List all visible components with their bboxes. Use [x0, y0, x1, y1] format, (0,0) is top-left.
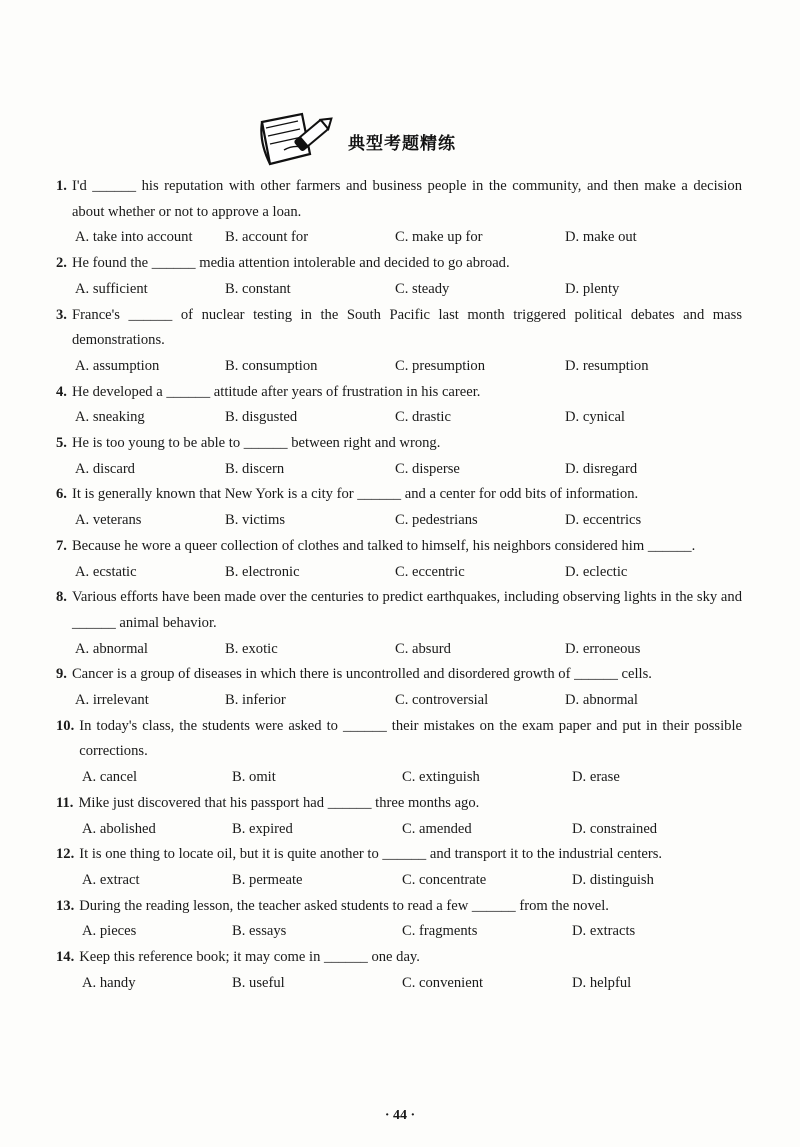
- exercise-pencil-icon: [258, 104, 338, 170]
- question-stem: During the reading lesson, the teacher asked students to read a few ______ from the novel.: [79, 897, 609, 914]
- question-number: 5.: [56, 435, 67, 452]
- option-b: B. constant: [225, 280, 291, 297]
- question-number: 12.: [56, 846, 75, 863]
- question-number: 13.: [56, 897, 75, 914]
- page-number: · 44 ·: [384, 1108, 416, 1123]
- option-d: D. extracts: [572, 923, 636, 940]
- option-d: D. plenty: [565, 280, 620, 297]
- option-d: D. resumption: [565, 357, 649, 374]
- option-d: D. eclectic: [565, 563, 628, 580]
- question-9: [56, 662, 742, 713]
- option-c: C. fragments: [402, 923, 478, 940]
- question-number: 7.: [56, 537, 67, 554]
- question-7: [56, 534, 742, 585]
- option-c: C. amended: [402, 820, 472, 837]
- option-a: A. cancel: [82, 769, 138, 786]
- option-c: C. eccentric: [395, 563, 465, 580]
- question-12: [56, 842, 742, 893]
- question-10: [56, 714, 742, 791]
- question-number: 9.: [56, 666, 67, 683]
- option-a: A. irrelevant: [75, 692, 149, 709]
- option-b: B. omit: [232, 769, 276, 786]
- question-number: 6.: [56, 486, 67, 503]
- option-c: C. disperse: [395, 460, 460, 477]
- question-number: 1.: [56, 178, 67, 194]
- question-stem: He found the ______ media attention intolerable and decided to go abroad.: [71, 255, 510, 272]
- question-3: [56, 303, 742, 380]
- question-stem: I'd ______ his reputation with other farmers and business people in the community, and then make a decision about whether or not to approve a loan.: [71, 178, 742, 220]
- option-d: D. abnormal: [565, 692, 638, 709]
- option-b: B. permeate: [232, 871, 303, 888]
- option-a: A. sneaking: [75, 409, 145, 426]
- question-number: 11.: [56, 794, 74, 811]
- option-c: C. concentrate: [402, 871, 487, 888]
- option-a: A. abolished: [82, 820, 156, 837]
- option-b: B. inferior: [225, 692, 286, 709]
- option-a: A. veterans: [75, 512, 142, 529]
- option-d: D. helpful: [572, 974, 632, 991]
- option-a: A. pieces: [82, 923, 137, 940]
- question-6: [56, 482, 742, 533]
- option-a: A. assumption: [75, 357, 160, 374]
- option-c: C. steady: [395, 280, 450, 297]
- option-c: C. controversial: [395, 692, 489, 709]
- option-c: C. presumption: [395, 357, 485, 374]
- option-a: A. handy: [82, 974, 136, 991]
- question-number: 2.: [56, 255, 67, 272]
- option-a: A. ecstatic: [75, 563, 137, 580]
- option-b: B. disgusted: [225, 409, 298, 426]
- option-b: B. victims: [225, 512, 285, 529]
- question-stem: Because he wore a queer collection of clothes and talked to himself, his neighbors considered him ______.: [71, 537, 696, 554]
- question-list: [56, 174, 742, 997]
- option-c: C. absurd: [395, 640, 451, 657]
- option-b: B. useful: [232, 974, 285, 991]
- option-c: C. extinguish: [402, 769, 480, 786]
- option-d: D. cynical: [565, 409, 625, 426]
- question-stem: It is generally known that New York is a city for ______ and a center for odd bits of information.: [71, 486, 639, 503]
- question-stem: Various efforts have been made over the centuries to predict earthquakes, including observing lights in the sky and ______ animal behavior.: [71, 589, 742, 631]
- question-number: 10.: [56, 717, 75, 734]
- question-stem: France's ______ of nuclear testing in the South Pacific last month triggered political debates and mass demonstrations.: [71, 306, 742, 349]
- question-stem: Mike just discovered that his passport had ______ three months ago.: [78, 794, 480, 811]
- option-b: B. exotic: [225, 640, 278, 657]
- question-11: [56, 791, 742, 842]
- option-d: D. erroneous: [565, 640, 641, 657]
- option-c: C. make up for: [395, 229, 483, 246]
- question-number: 8.: [56, 589, 67, 606]
- question-stem: In today's class, the students were asked to ______ their mistakes on the exam paper and put in their possible corrections.: [79, 717, 742, 760]
- option-d: D. disregard: [565, 460, 638, 477]
- option-d: D. make out: [565, 229, 637, 246]
- section-title: 典型考题精练: [348, 134, 456, 154]
- option-d: D. erase: [572, 769, 620, 786]
- question-number: 3.: [56, 306, 67, 323]
- question-number: 14.: [56, 949, 75, 966]
- option-b: B. consumption: [225, 357, 318, 374]
- option-a: A. abnormal: [75, 640, 148, 657]
- option-b: B. discern: [225, 460, 285, 477]
- option-c: C. pedestrians: [395, 512, 478, 529]
- option-c: C. convenient: [402, 974, 484, 991]
- option-d: D. distinguish: [572, 871, 654, 888]
- option-b: B. essays: [232, 923, 287, 940]
- question-stem: He developed a ______ attitude after years of frustration in his career.: [71, 383, 481, 400]
- question-stem: He is too young to be able to ______ between right and wrong.: [71, 435, 441, 452]
- section-header: [0, 104, 800, 174]
- question-1: [56, 174, 742, 251]
- question-2: [56, 251, 742, 302]
- option-d: D. constrained: [572, 820, 658, 837]
- question-13: [56, 894, 742, 945]
- question-8: [56, 585, 742, 662]
- option-a: A. sufficient: [75, 280, 148, 297]
- question-5: [56, 431, 742, 482]
- question-4: [56, 380, 742, 431]
- question-stem: Cancer is a group of diseases in which there is uncontrolled and disordered growth of ______ cells.: [71, 666, 652, 683]
- option-a: A. take into account: [75, 229, 193, 246]
- option-b: B. account for: [225, 229, 309, 246]
- option-b: B. expired: [232, 820, 293, 837]
- question-14: [56, 945, 742, 996]
- question-stem: It is one thing to locate oil, but it is quite another to ______ and transport it to the industrial centers.: [79, 846, 663, 863]
- question-stem: Keep this reference book; it may come in ______ one day.: [79, 949, 420, 966]
- option-a: A. extract: [82, 871, 140, 888]
- option-d: D. eccentrics: [565, 512, 642, 529]
- option-a: A. discard: [75, 460, 135, 477]
- question-number: 4.: [56, 383, 67, 400]
- option-b: B. electronic: [225, 563, 300, 580]
- option-c: C. drastic: [395, 409, 451, 426]
